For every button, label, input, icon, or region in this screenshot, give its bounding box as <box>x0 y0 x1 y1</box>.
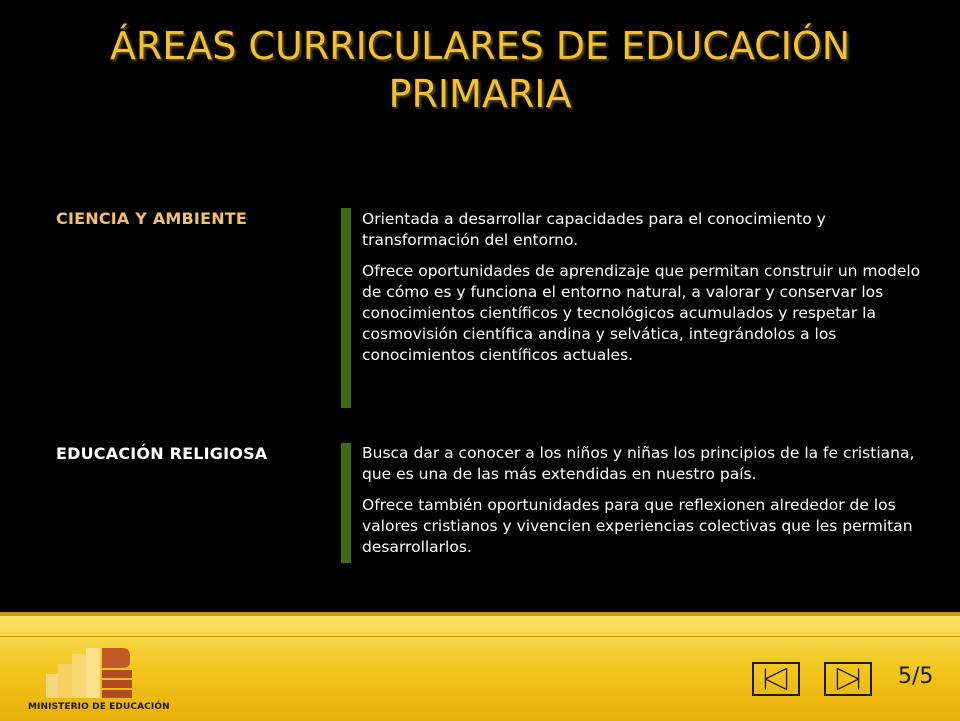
slide-title-line1: ÁREAS CURRICULARES DE EDUCACIÓN <box>109 24 851 68</box>
area-paragraph: Orientada a desarrollar capacidades para el conocimiento y transformación del entorno. <box>362 210 826 249</box>
area-paragraph: Busca dar a conocer a los niños y niñas los principios de la fe cristiana, que es una de las más extendidas en nuestro país. <box>362 444 915 483</box>
area-divider-bar <box>341 443 351 563</box>
previous-slide-icon <box>754 664 798 694</box>
slide-title-line2: PRIMARIA <box>388 72 572 116</box>
ministry-logo-icon <box>44 648 136 698</box>
area-paragraph: Ofrece oportunidades de aprendizaje que permitan construir un modelo de cómo es y funciona el entorno natural, a valorar y conservar los conocimientos científicos y tecnológicos acumulados y respetar la cosmovisión científica andina y selvática, integrándolos a los conocimientos científicos actuales. <box>362 262 921 364</box>
next-slide-button[interactable] <box>824 662 872 696</box>
area-label-educacion-religiosa: EDUCACIÓN RELIGIOSA <box>56 444 268 463</box>
slide-title <box>60 22 900 118</box>
next-slide-icon <box>826 664 870 694</box>
previous-slide-button[interactable] <box>752 662 800 696</box>
area-description-ciencia-ambiente <box>362 209 922 376</box>
area-paragraph: Ofrece también oportunidades para que reflexionen alrededor de los valores cristianos y vivencien experiencias colectivas que les permitan desarrollarlos. <box>362 496 913 556</box>
area-divider-bar <box>341 208 351 408</box>
ministry-name: MINISTERIO DE EDUCACIÓN <box>28 702 170 712</box>
footer-divider <box>0 612 960 616</box>
area-label-ciencia-ambiente: CIENCIA Y AMBIENTE <box>56 209 248 228</box>
page-indicator: 5/5 <box>898 664 934 689</box>
area-description-educacion-religiosa <box>362 443 922 568</box>
